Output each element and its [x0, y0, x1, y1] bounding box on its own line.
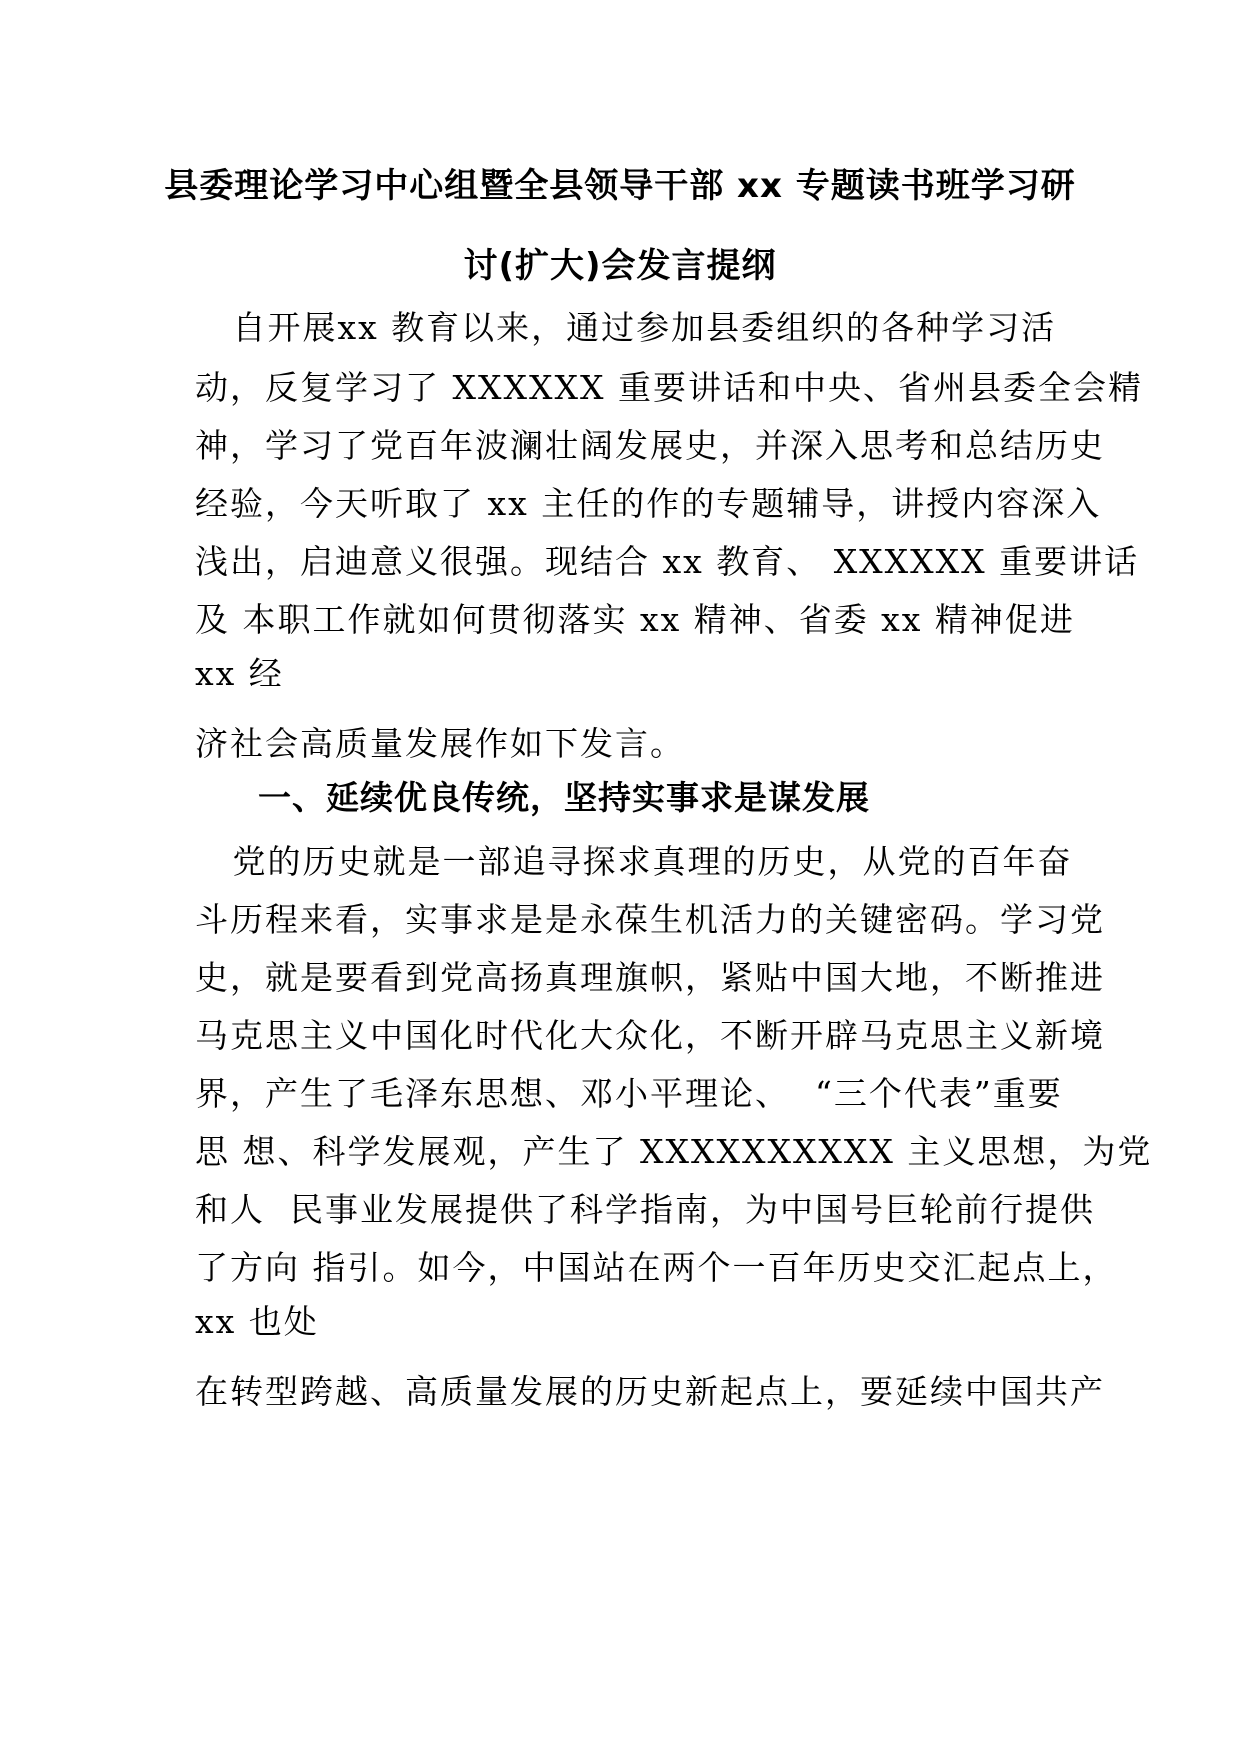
intro-line: 神，学习了党百年波澜壮阔发展史，并深入思考和总结历史	[195, 426, 1105, 465]
intro-line: 动，反复学习了 XXXXXX 重要讲话和中央、省州县委全会精	[195, 368, 1143, 407]
document-title-line-1: 县委理论学习中心组暨全县领导干部 xx 专题读书班学习研	[164, 166, 1076, 206]
document-title-line-2: 讨(扩大)会发言提纲	[463, 246, 777, 286]
section-line: 思 想、科学发展观，产生了 XXXXXXXXXX 主义思想，为党	[195, 1132, 1153, 1171]
section-line: 史，就是要看到党高扬真理旗帜，紧贴中国大地，不断推进	[195, 958, 1105, 997]
section-line: 斗历程来看，实事求是是永葆生机活力的关键密码。学习党	[195, 900, 1105, 939]
section-line: 在转型跨越、高质量发展的历史新起点上，要延续中国共产	[195, 1372, 1105, 1411]
section-line: 了方向 指引。如今，中国站在两个一百年历史交汇起点上，	[195, 1248, 1118, 1287]
section-heading: 一、延续优良传统，坚持实事求是谋发展	[258, 778, 870, 817]
section-line: 马克思主义中国化时代化大众化，不断开辟马克思主义新境	[195, 1016, 1105, 1055]
section-line: 和人 民事业发展提供了科学指南，为中国号巨轮前行提供	[195, 1190, 1095, 1229]
section-line: xx 也处	[195, 1302, 319, 1341]
intro-line: 自开展xx 教育以来，通过参加县委组织的各种学习活	[195, 308, 1057, 347]
intro-line: xx 经	[195, 654, 284, 693]
intro-line: 济社会高质量发展作如下发言。	[195, 724, 685, 763]
intro-line: 经验，今天听取了 xx 主任的作的专题辅导，讲授内容深入	[195, 484, 1102, 523]
section-line: 界，产生了毛泽东思想、邓小平理论、 “三个代表”重要	[195, 1074, 1063, 1113]
intro-line: 及 本职工作就如何贯彻落实 xx 精神、省委 xx 精神促进	[195, 600, 1075, 639]
section-line: 党的历史就是一部追寻探求真理的历史，从党的百年奋	[195, 842, 1073, 881]
intro-line: 浅出，启迪意义很强。现结合 xx 教育、 XXXXXX 重要讲话	[195, 542, 1140, 581]
